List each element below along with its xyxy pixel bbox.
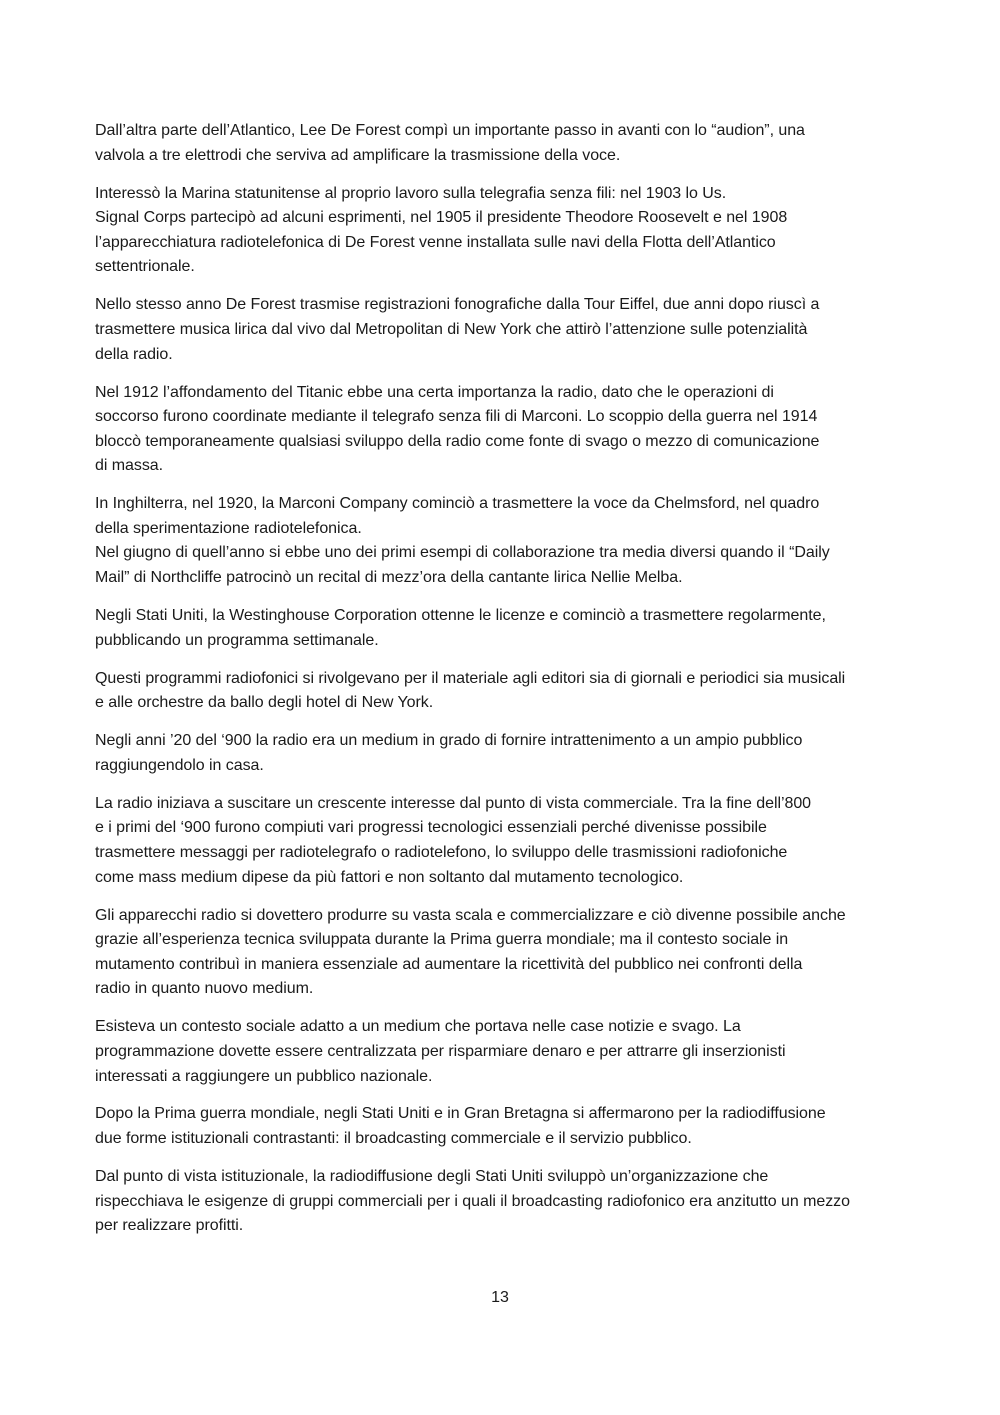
page-number: 13 [491, 1289, 509, 1306]
text-line: due forme istituzionali contrastanti: il broadcasting commerciale e il servizio pubblico. [95, 1130, 692, 1148]
text-line: della radio. [95, 345, 173, 363]
text-line: Nel 1912 l’affondamento del Titanic ebbe una certa importanza la radio, dato che le operazioni di [95, 383, 774, 401]
text-line: settentrionale. [95, 258, 195, 276]
text-line: Gli apparecchi radio si dovettero produrre su vasta scala e commercializzare e ciò divenne possibile anche [95, 906, 846, 924]
text-line: Negli anni ’20 del ‘900 la radio era un medium in grado di fornire intrattenimento a un ampio pubblico [95, 732, 803, 750]
paragraph [95, 904, 910, 1002]
text-line: Dopo la Prima guerra mondiale, negli Stati Uniti e in Gran Bretagna si affermarono per la radiodiffusione [95, 1105, 826, 1123]
paragraph [95, 182, 910, 280]
text-line: interessati a raggiungere un pubblico nazionale. [95, 1067, 433, 1085]
paragraph [95, 604, 910, 653]
paragraph [95, 729, 910, 778]
paragraph [95, 492, 910, 590]
text-line: Dall’altra parte dell’Atlantico, Lee De Forest compì un importante passo in avanti con lo “audion”, una [95, 122, 805, 139]
paragraph [95, 792, 910, 890]
text-line: Signal Corps partecipò ad alcuni esprimenti, nel 1905 il presidente Theodore Roosevelt e nel 1908 [95, 209, 788, 227]
text-line: soccorso furono coordinate mediante il telegrafo senza fili di Marconi. Lo scoppio della guerra nel 1914 [95, 408, 818, 426]
text-line: grazie all’esperienza tecnica sviluppata durante la Prima guerra mondiale; ma il contesto sociale in [95, 931, 789, 949]
paragraph [95, 119, 910, 168]
text-line: e i primi del ‘900 furono compiuti vari progressi tecnologici essenziali perché divenisse possibile [95, 819, 767, 837]
text-line: raggiungendolo in casa. [95, 756, 264, 774]
text-line: Nel giugno di quell’anno si ebbe uno dei primi esempi di collaborazione tra media diversi quando il “Daily [95, 544, 830, 562]
text-line: come mass medium dipese da più fattori e non soltanto dal mutamento tecnologico. [95, 868, 684, 886]
text-line: Nello stesso anno De Forest trasmise registrazioni fonografiche dalla Tour Eiffel, due anni dopo riuscì a [95, 296, 820, 314]
text-line: l’apparecchiatura radiotelefonica di De Forest venne installata sulle navi della Flotta dell’Atlantico [95, 233, 776, 251]
text-line: di massa. [95, 457, 164, 475]
text-line: programmazione dovette essere centralizzata per risparmiare denaro e per attrarre gli inserzionisti [95, 1042, 786, 1060]
text-line: e alle orchestre da ballo degli hotel di New York. [95, 694, 434, 712]
text-line: In Inghilterra, nel 1920, la Marconi Company cominciò a trasmettere la voce da Chelmsford, nel quadro [95, 495, 820, 513]
text-line: La radio iniziava a suscitare un crescente interesse dal punto di vista commerciale. Tra la fine dell’800 [95, 794, 812, 812]
text-line: per realizzare profitti. [95, 1217, 244, 1235]
text-line: Mail” di Northcliffe patrocinò un recital di mezz’ora della cantante lirica Nellie Melba. [95, 569, 683, 587]
text-line: bloccò temporaneamente qualsiasi sviluppo della radio come fonte di svago o mezzo di comunicazione [95, 432, 820, 450]
text-line: trasmettere messaggi per radiotelegrafo o radiotelefono, lo sviluppo delle trasmissioni radiofoniche [95, 843, 788, 861]
text-line: Negli Stati Uniti, la Westinghouse Corporation ottenne le licenze e cominciò a trasmettere regolarmente, [95, 607, 826, 625]
paragraph [95, 1102, 910, 1151]
paragraph [95, 667, 910, 716]
paragraph [95, 381, 910, 479]
text-line: Interessò la Marina statunitense al proprio lavoro sulla telegrafia senza fili: nel 1903 lo Us. [95, 184, 727, 202]
text-line: mutamento contribuì in maniera essenziale ad aumentare la ricettività del pubblico nei confronti della [95, 955, 803, 973]
paragraph [95, 1015, 910, 1089]
document-body [95, 119, 910, 1252]
text-line: rispecchiava le esigenze di gruppi commerciali per i quali il broadcasting radiofonico era anzitutto un mezzo [95, 1192, 850, 1210]
text-line: Questi programmi radiofonici si rivolgevano per il materiale agli editori sia di giornali e periodici sia musicali [95, 669, 846, 687]
text-line: radio in quanto nuovo medium. [95, 980, 314, 998]
text-line: trasmettere musica lirica dal vivo dal Metropolitan di New York che attirò l’attenzione sulle potenzialità [95, 320, 808, 338]
text-line: Esisteva un contesto sociale adatto a un medium che portava nelle case notizie e svago. La [95, 1018, 741, 1036]
text-line: Dal punto di vista istituzionale, la radiodiffusione degli Stati Uniti sviluppò un’organizzazione che [95, 1168, 769, 1186]
text-line: pubblicando un programma settimanale. [95, 631, 379, 649]
paragraph [95, 293, 910, 367]
text-line: valvola a tre elettrodi che serviva ad amplificare la trasmissione della voce. [95, 146, 621, 164]
paragraph [95, 1165, 910, 1239]
text-line: della sperimentazione radiotelefonica. [95, 519, 362, 537]
